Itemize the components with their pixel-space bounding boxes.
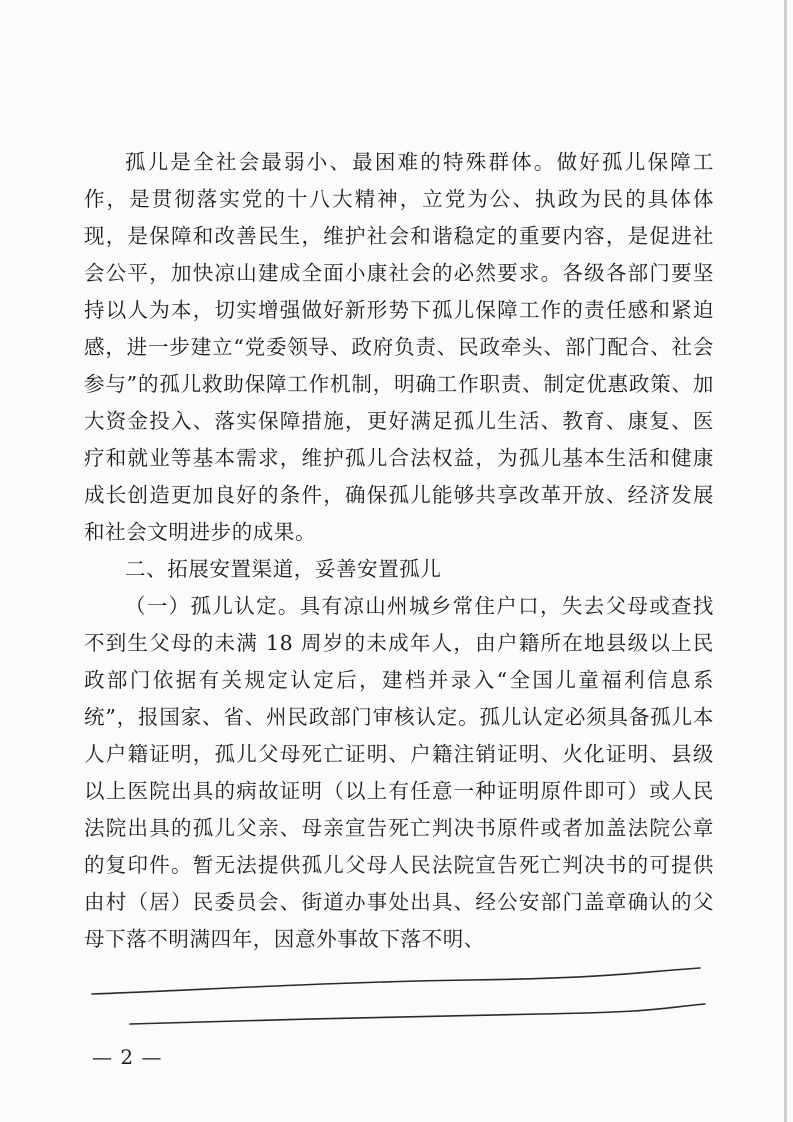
section-heading: 二、拓展安置渠道，妥善安置孤儿: [125, 557, 442, 581]
scan-edge-shadow: [784, 0, 787, 1122]
paragraph-orphan-identification: [84, 588, 714, 958]
paragraph-lead: （一）孤儿认定。: [125, 594, 300, 618]
document-body: [84, 144, 714, 958]
underline-stroke-upper: [92, 968, 700, 994]
page-number: — 2 —: [92, 1045, 163, 1069]
paragraph-orphan-protection: 孤儿是全社会最弱小、最困难的特殊群体。做好孤儿保障工作，是贯彻落实党的十八大精神，立党为公、执政为民的具体体现，是保障和改善民生，维护社会和谐稳定的重要内容，是促进社会公平，加快凉山建成全面小康社会的必然要求。各级各部门要坚持以人为本，切实增强做好新形势下孤儿保障工作的责任感和紧迫感，进一步建立“党委领导、政府负责、民政牵头、部门配合、社会参与”的孤儿救助保障工作机制，明确工作职责、制定优惠政策、加大资金投入、落实保障措施，更好满足孤儿生活、教育、康复、医疗和就业等基本需求，维护孤儿合法权益，为孤儿基本生活和健康成长创造更加良好的条件，确保孤儿能够共享改革开放、经济发展和社会文明进步的成果。: [84, 150, 714, 544]
paragraph-body: 具有凉山州城乡常住户口，失去父母或查找不到生父母的未满 18 周岁的未成年人，由户籍所在地县级以上民政部门依据有关规定认定后，建档并录入“全国儿童福利信息系统”，报国家、省、州民政部门审核认定。孤儿认定必须具备孤儿本人户籍证明，孤儿父母死亡证明、户籍注销证明、火化证明、县级以上医院出具的病故证明（以上有任意一种证明原件即可）或人民法院出具的孤儿父亲、母亲宣告死亡判决书原件或者加盖法院公章的复印件。暂无法提供孤儿父母人民法院宣告死亡判决书的可提供由村（居）民委员会、街道办事处出具、经公安部门盖章确认的父母下落不明满四年，因意外事故下落不明、: [84, 594, 714, 951]
underline-stroke-lower: [130, 1004, 705, 1024]
